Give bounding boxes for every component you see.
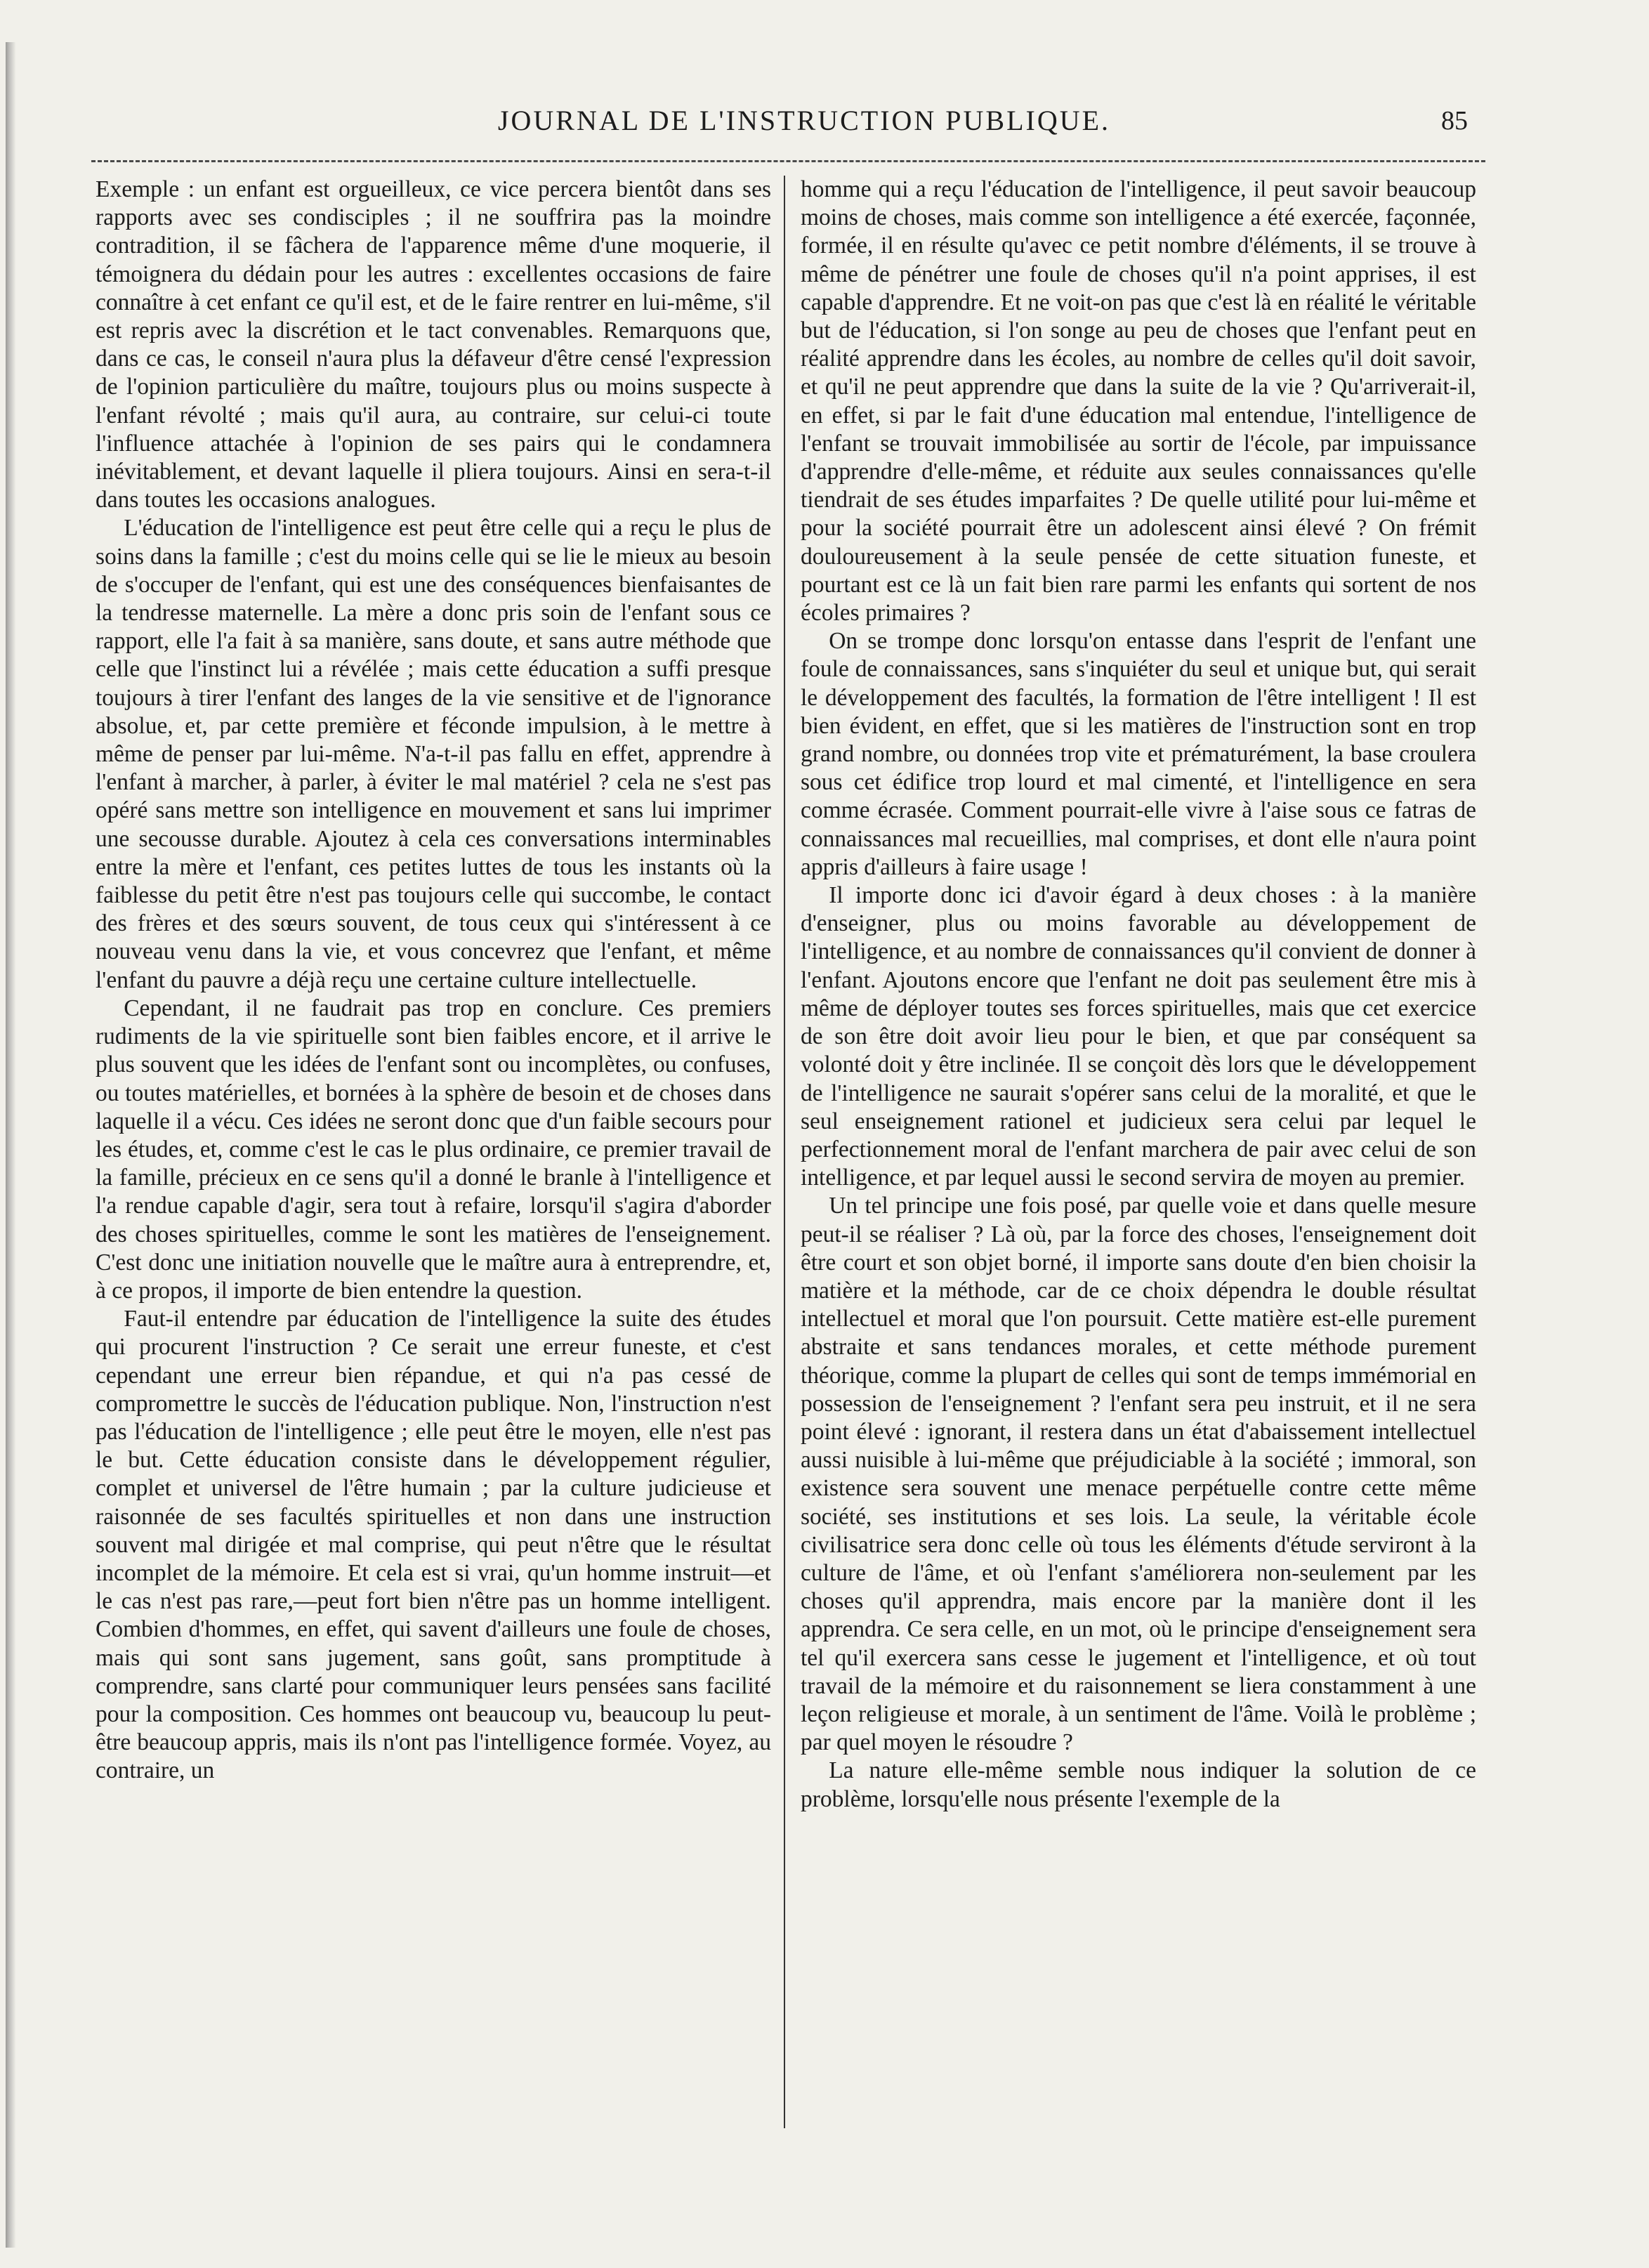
left-column (96, 176, 771, 2135)
running-title: JOURNAL DE L'INSTRUCTION PUBLIQUE. (497, 105, 1111, 136)
column-divider (784, 176, 785, 2128)
page-number: 85 (1441, 106, 1468, 136)
paragraph: Exemple : un enfant est orgueilleux, ce vice percera bientôt dans ses rapports avec ses condisciples ; il ne souffrira pas la moindre contradition, il se fâchera de l'apparence même d'une moquerie, il témoignera du dédain pour les autres : excellentes occasions de faire connaître à cet enfant ce qu'il est, et de le faire rentrer en lui-même, s'il est repris avec la discrétion et le tact convenables. Remarquons que, dans ce cas, le conseil n'aura plus la défaveur d'être censé l'expression de l'opinion particulière du maître, toujours plus ou moins suspecte à l'enfant révolté ; mais qu'il aura, au contraire, sur celui-ci toute l'influence attachée à l'opinion de ses pairs qui le condamnera inévitablement, et devant laquelle il pliera toujours. Ainsi en sera-t-il dans toutes les occasions analogues. (96, 176, 771, 513)
page-header (119, 97, 1489, 146)
paragraph: L'éducation de l'intelligence est peut être celle qui a reçu le plus de soins dans la famille ; c'est du moins celle qui se lie le mieux au besoin de s'occuper de l'enfant, qui est une des conséquences bienfaisantes de la tendresse maternelle. La mère a donc pris soin de l'enfant sous ce rapport, elle l'a fait à sa manière, sans doute, et sans autre méthode que celle que l'instinct lui a révélée ; mais cette éducation a suffi presque toujours à tirer l'enfant des langes de la vie sensitive et de l'ignorance absolue, et, par cette première et féconde impulsion, à le mettre à même de penser par lui-même. N'a-t-il pas fallu en effet, apprendre à l'enfant à marcher, à parler, à éviter le mal matériel ? cela ne s'est pas opéré sans mettre son intelligence en mouvement et sans lui imprimer une secousse durable. Ajoutez à cela ces conversations interminables entre la mère et l'enfant, ces petites luttes de tous les instants où la faiblesse du petit être n'est pas toujours celle qui succombe, le contact des frères et des sœurs souvent, de tous ceux qui s'intéressent à ce nouveau venu dans la vie, et vous concevrez que l'enfant, et même l'enfant du pauvre a déjà reçu une certaine culture intellectuelle. (96, 515, 771, 993)
header-rule (91, 160, 1485, 162)
paragraph: homme qui a reçu l'éducation de l'intelligence, il peut savoir beaucoup moins de choses, mais comme son intelligence a été exercée, façonnée, formée, il en résulte qu'avec ce petit nombre d'éléments, il se trouve à même de pénétrer une foule de choses qu'il n'a point apprises, il est capable d'apprendre. Et ne voit-on pas que c'est là en réalité le véritable but de l'éducation, si l'on songe au peu de choses que l'enfant peut en réalité apprendre dans les écoles, au nombre de celles qu'il doit savoir, et qu'il ne peut apprendre que dans la suite de la vie ? Qu'arriverait-il, en effet, si par le fait d'une éducation mal entendue, l'intelligence de l'enfant se trouvait immobilisée au sortir de l'école, par impuissance d'apprendre d'elle-même, et réduite aux seules connaissances qu'elle tiendrait de ses études imparfaites ? De quelle utilité pour lui-même et pour la société pourrait être un adolescent ainsi élevé ? On frémit douloureusement à la seule pensée de cette situation funeste, et pourtant est ce là un fait bien rare parmi les enfants qui sortent de nos écoles primaires ? (801, 176, 1476, 627)
paragraph: Faut-il entendre par éducation de l'intelligence la suite des études qui procurent l'instruction ? Ce serait une erreur funeste, et c'est cependant une erreur bien répandue, et qui n'a pas cessé de compromettre le succès de l'éducation publique. Non, l'instruction n'est pas l'éducation de l'intelligence ; elle peut être le moyen, elle n'est pas le but. Cette éducation consiste dans le développement régulier, complet et universel de l'être humain ; par la culture judicieuse et raisonnée de ses facultés spirituelles et non dans une instruction souvent mal dirigée et mal comprise, qui peut n'être que le résultat incomplet de la mémoire. Et cela est si vrai, qu'un homme instruit—et le cas n'est pas rare,—peut fort bien n'être pas un homme intelligent. Combien d'hommes, en effet, qui savent d'ailleurs une foule de choses, mais qui sont sans jugement, sans goût, sans promptitude à comprendre, sans clarté pour communiquer leurs pensées sans facilité pour la composition. Ces hommes ont beaucoup vu, beaucoup lu peut-être beaucoup appris, mais ils n'ont pas l'intelligence formée. Voyez, au contraire, un (96, 1306, 771, 1784)
page-edge-shadow (6, 42, 15, 2248)
right-column (801, 176, 1476, 2135)
paragraph: On se trompe donc lorsqu'on entasse dans l'esprit de l'enfant une foule de connaissances, sans s'inquiéter du seul et unique but, qui serait le développement des facultés, la formation de l'être intelligent ! Il est bien évident, en effet, que si les matières de l'instruction sont en trop grand nombre, ou données trop vite et prématurément, la base croulera sous cet édifice trop lourd et mal cimenté, et l'intelligence en sera comme écrasée. Comment pourrait-elle vivre à l'aise sous ce fatras de connaissances mal recueillies, mal comprises, et dont elle n'aura point appris d'ailleurs à faire usage ! (801, 628, 1476, 880)
paragraph: Un tel principe une fois posé, par quelle voie et dans quelle mesure peut-il se réaliser ? Là où, par la force des choses, l'enseignement doit être court et son objet borné, il importe sans doute d'en bien choisir la matière et la méthode, car de ce choix dépendra le double résultat intellectuel et moral que l'on poursuit. Cette matière est-elle purement abstraite et sans tendances morales, et cette méthode purement théorique, comme la plupart de celles qui sont de temps immémorial en possession de l'enseignement ? l'enfant sera peu instruit, et il ne sera point élevé : ignorant, il restera dans un état d'abaissement intellectuel aussi nuisible à lui-même que préjudiciable à la société ; immoral, son existence sera souvent une menace perpétuelle contre cette même société, ses institutions et ses lois. La seule, la véritable école civilisatrice sera donc celle où tous les éléments d'étude serviront à la culture de l'âme, et où l'enfant s'améliorera non-seulement par les choses qu'il apprendra, mais encore par la manière dont il les apprendra. Ce sera celle, en un mot, où le principe d'enseignement sera tel qu'il exercera sans cesse le jugement et l'intelligence, et où tout travail de la mémoire et du raisonnement se liera constamment à une leçon religieuse et morale, à un sentiment de l'âme. Voilà le problème ; par quel moyen le résoudre ? (801, 1193, 1476, 1756)
paragraph: Il importe donc ici d'avoir égard à deux choses : à la manière d'enseigner, plus ou moins favorable au développement de l'intelligence, et au nombre de connaissances qu'il convient de donner à l'enfant. Ajoutons encore que l'enfant ne doit pas seulement être mis à même de déployer toutes ses forces spirituelles, mais que cet exercice de son être doit avoir lieu pour le bien, et que par conséquent sa volonté doit y être inclinée. Il se conçoit dès lors que le développement de l'intelligence ne saurait s'opérer sans celui de la moralité, et que le seul enseignement rationel et judicieux sera celui par lequel le perfectionnement moral de l'enfant marchera de pair avec celui de son intelligence, et par lequel aussi le second servira de moyen au premier. (801, 882, 1476, 1191)
paragraph: Cependant, il ne faudrait pas trop en conclure. Ces premiers rudiments de la vie spirituelle sont bien faibles encore, et il arrive le plus souvent que les idées de l'enfant sont ou incomplètes, ou confuses, ou toutes matérielles, et bornées à la sphère de besoin et de choses dans laquelle il a vécu. Ces idées ne seront donc que d'un faible secours pour les études, et, comme c'est le cas le plus ordinaire, ce premier travail de la famille, précieux en ce sens qu'il a donné le branle à l'intelligence et l'a rendue capable d'agir, sera tout à refaire, lorsqu'il s'agira d'aborder des choses spirituelles, comme le sont les matières de l'enseignement. C'est donc une initiation nouvelle que le maître aura à entreprendre, et, à ce propos, il importe de bien entendre la question. (96, 995, 771, 1304)
paragraph: La nature elle-même semble nous indiquer la solution de ce problème, lorsqu'elle nous présente l'exemple de la (801, 1757, 1476, 1812)
